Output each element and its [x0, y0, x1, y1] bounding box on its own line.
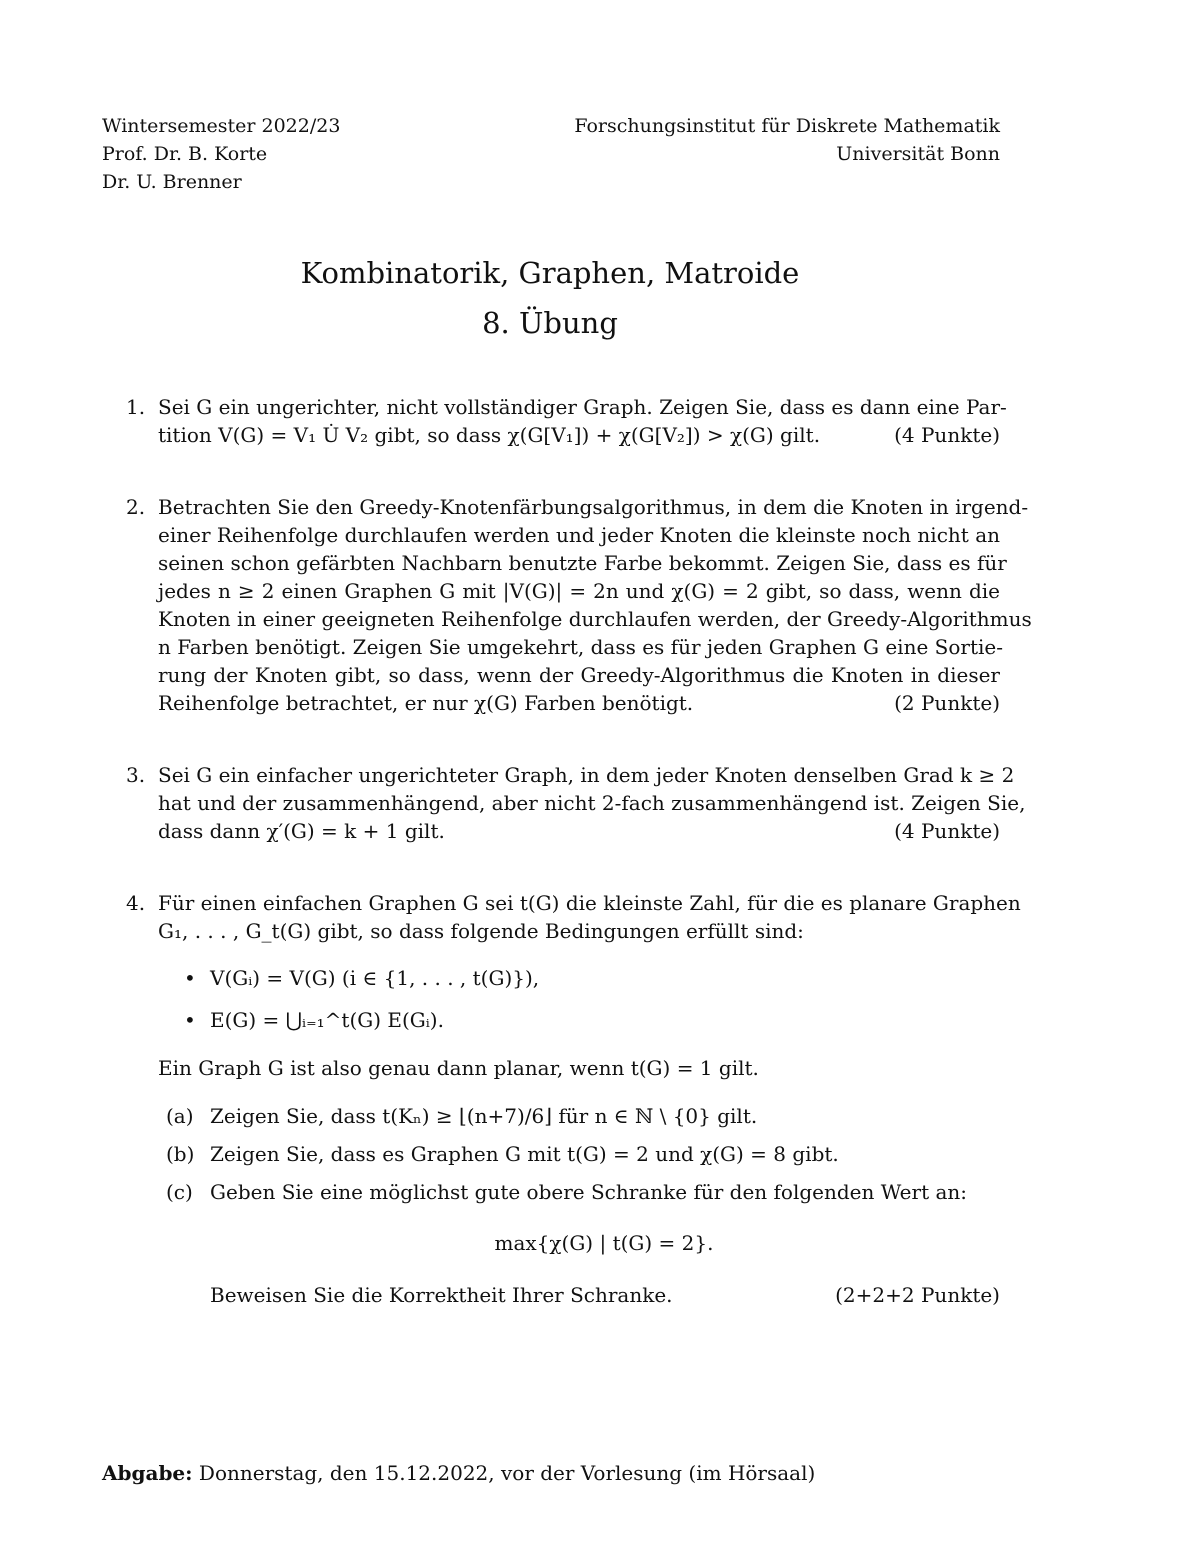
problem-2-line-5: Knoten in einer geeigneten Reihenfolge durchlaufen werden, der Greedy-Algorithmus	[158, 607, 1032, 631]
problem-3-number: 3.	[126, 763, 146, 787]
problem-2-number: 2.	[126, 495, 146, 519]
bullet-marker: •	[184, 1008, 196, 1032]
problem-2-line-6: n Farben benötigt. Zeigen Sie umgekehrt, dass es für jeden Graphen G eine Sortie-	[158, 635, 1003, 659]
condition-2: E(G) = ⋃ᵢ₌₁^t(G) E(Gᵢ).	[210, 1008, 444, 1032]
problem-2-line-2: einer Reihenfolge durchlaufen werden und jeder Knoten die kleinste noch nicht an	[158, 523, 1000, 547]
university-text: Universität Bonn	[836, 143, 1000, 165]
condition-1: V(Gᵢ) = V(G) (i ∈ {1, . . . , t(G)}),	[210, 966, 540, 990]
problem-3-line-2: hat und der zusammenhängend, aber nicht 2-fach zusammenhängend ist. Zeigen Sie,	[158, 791, 1026, 815]
subpart-a-label: (a)	[166, 1104, 194, 1128]
problem-2-line-1: Betrachten Sie den Greedy-Knotenfärbungsalgorithmus, in dem die Knoten in irgend-	[158, 495, 1029, 519]
planar-note: Ein Graph G ist also genau dann planar, wenn t(G) = 1 gilt.	[158, 1056, 759, 1080]
submission-label: Abgabe:	[102, 1461, 193, 1485]
problem-4-number: 4.	[126, 891, 146, 915]
problem-2-line-7: rung der Knoten gibt, so dass, wenn der Greedy-Algorithmus die Knoten in dieser	[158, 663, 1000, 687]
exercise-title: 8. Übung	[482, 306, 618, 340]
assistant-text: Dr. U. Brenner	[102, 171, 242, 193]
subpart-b-label: (b)	[166, 1142, 195, 1166]
problem-4-line-1: Für einen einfachen Graphen G sei t(G) die kleinste Zahl, für die es planare Graphen	[158, 891, 1021, 915]
proof-instruction: Beweisen Sie die Korrektheit Ihrer Schranke.	[210, 1283, 673, 1307]
problem-3-points: (4 Punkte)	[894, 819, 1000, 843]
problem-4-points: (2+2+2 Punkte)	[835, 1283, 1000, 1307]
display-formula: max{χ(G) | t(G) = 2}.	[494, 1231, 714, 1255]
subpart-b-text: Zeigen Sie, dass es Graphen G mit t(G) = 2 und χ(G) = 8 gibt.	[210, 1142, 839, 1166]
problem-1-line-2: tition V(G) = V₁ U̇ V₂ gibt, so dass χ(G[V₁]) + χ(G[V₂]) > χ(G) gilt.	[158, 423, 821, 447]
submission-text: Donnerstag, den 15.12.2022, vor der Vorlesung (im Hörsaal)	[198, 1461, 816, 1485]
bullet-marker: •	[184, 966, 196, 990]
subpart-c-label: (c)	[166, 1180, 193, 1204]
header-right	[574, 112, 1000, 168]
problem-1-number: 1.	[126, 395, 146, 419]
problem-2-line-3: seinen schon gefärbten Nachbarn benutzte Farbe bekommt. Zeigen Sie, dass es für	[158, 551, 1007, 575]
professor-text: Prof. Dr. B. Korte	[102, 143, 268, 165]
problem-2-line-4: jedes n ≥ 2 einen Graphen G mit |V(G)| = 2n und χ(G) = 2 gibt, so dass, wenn die	[158, 579, 1000, 603]
submission-info	[102, 1461, 815, 1485]
semester-text: Wintersemester 2022/23	[102, 115, 341, 137]
institute-text: Forschungsinstitut für Diskrete Mathematik	[574, 115, 1000, 137]
problem-2-line-8: Reihenfolge betrachtet, er nur χ(G) Farben benötigt.	[158, 691, 694, 715]
problem-1-points: (4 Punkte)	[894, 423, 1000, 447]
problem-2-points: (2 Punkte)	[894, 691, 1000, 715]
problem-4-line-2: G₁, . . . , G_t(G) gibt, so dass folgende Bedingungen erfüllt sind:	[158, 919, 804, 943]
subpart-c-text: Geben Sie eine möglichst gute obere Schranke für den folgenden Wert an:	[210, 1180, 968, 1204]
problem-3-line-3: dass dann χ′(G) = k + 1 gilt.	[158, 819, 445, 843]
header-left	[102, 112, 340, 196]
subpart-a-text: Zeigen Sie, dass t(Kₙ) ≥ ⌊(n+7)/6⌋ für n ∈ ℕ \ {0} gilt.	[210, 1104, 758, 1128]
course-title: Kombinatorik, Graphen, Matroide	[300, 256, 800, 290]
problem-1-line-1: Sei G ein ungerichter, nicht vollständiger Graph. Zeigen Sie, dass es dann eine Par-	[158, 395, 1007, 419]
problem-3-line-1: Sei G ein einfacher ungerichteter Graph, in dem jeder Knoten denselben Grad k ≥ 2	[158, 763, 1015, 787]
